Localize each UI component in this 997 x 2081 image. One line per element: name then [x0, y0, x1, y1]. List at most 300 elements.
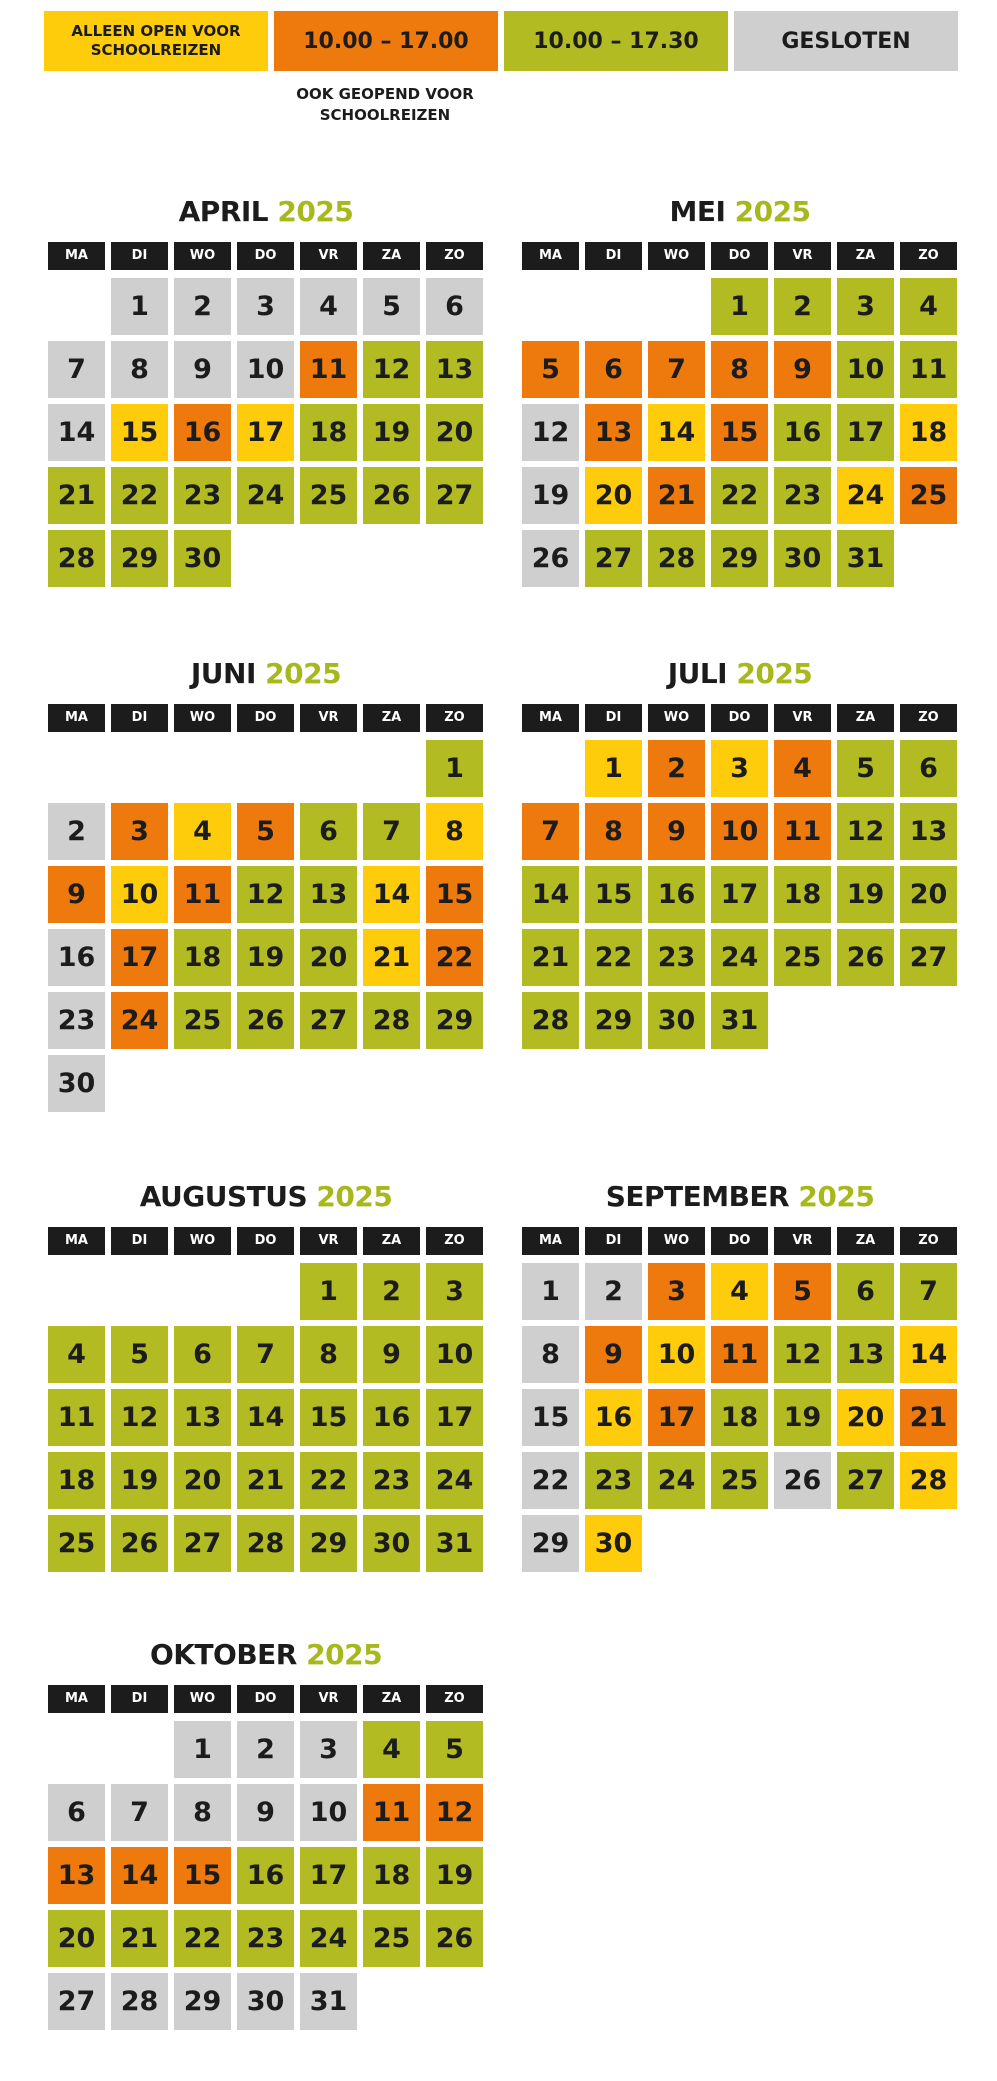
month-name: SEPTEMBER: [605, 1180, 799, 1213]
day-cell: 7: [900, 1263, 957, 1320]
weekday-zo: ZO: [426, 1227, 483, 1255]
month-year: 2025: [306, 1638, 383, 1671]
day-cell: 23: [363, 1452, 420, 1509]
day-cell: 24: [111, 992, 168, 1049]
day-cell: 20: [300, 929, 357, 986]
day-cell: 26: [774, 1452, 831, 1509]
day-cell: 21: [111, 1910, 168, 1967]
legend-school-trips-only: ALLEEN OPEN VOOR SCHOOLREIZEN: [44, 11, 268, 71]
weekday-do: DO: [237, 1227, 294, 1255]
day-cell: 8: [522, 1326, 579, 1383]
day-cell: 19: [363, 404, 420, 461]
day-cell: 19: [111, 1452, 168, 1509]
day-cell: 14: [111, 1847, 168, 1904]
day-cell: 18: [900, 404, 957, 461]
weekday-ma: MA: [48, 242, 105, 270]
month-augustus: [48, 1175, 484, 1559]
day-cell: 26: [363, 467, 420, 524]
day-cell: 26: [522, 530, 579, 587]
day-cell: 24: [426, 1452, 483, 1509]
day-cell: 15: [174, 1847, 231, 1904]
day-cell: 19: [837, 866, 894, 923]
day-cell: 20: [48, 1910, 105, 1967]
day-cell: 11: [900, 341, 957, 398]
month-juli: [522, 652, 958, 1036]
day-cell: 27: [426, 467, 483, 524]
day-cell: 1: [522, 1263, 579, 1320]
legend-closed: GESLOTEN: [734, 11, 958, 71]
day-cell: 12: [774, 1326, 831, 1383]
day-cell: 17: [237, 404, 294, 461]
day-cell: 14: [48, 404, 105, 461]
day-cell: 8: [711, 341, 768, 398]
day-cell: 24: [711, 929, 768, 986]
day-cell: 25: [774, 929, 831, 986]
day-cell: 21: [522, 929, 579, 986]
month-mei: [522, 190, 958, 574]
day-cell: 21: [48, 467, 105, 524]
day-cell: 12: [837, 803, 894, 860]
day-cell: 31: [837, 530, 894, 587]
day-cell: 22: [522, 1452, 579, 1509]
weekday-zo: ZO: [900, 1227, 957, 1255]
month-title: [48, 652, 484, 696]
day-cell: 22: [300, 1452, 357, 1509]
weekday-wo: WO: [174, 1685, 231, 1713]
day-cell: 30: [648, 992, 705, 1049]
day-cell: 12: [237, 866, 294, 923]
day-cell: 4: [48, 1326, 105, 1383]
day-cell: 4: [774, 740, 831, 797]
day-cell: 9: [363, 1326, 420, 1383]
day-cell: 17: [111, 929, 168, 986]
day-cell: 20: [585, 467, 642, 524]
day-cell: 27: [900, 929, 957, 986]
day-cell: 24: [837, 467, 894, 524]
weekday-di: DI: [585, 1227, 642, 1255]
day-cell: 7: [522, 803, 579, 860]
day-cell: 20: [900, 866, 957, 923]
day-cell: 25: [300, 467, 357, 524]
day-cell: 25: [48, 1515, 105, 1572]
day-cell: 29: [426, 992, 483, 1049]
day-cell: 4: [363, 1721, 420, 1778]
day-cell: 6: [837, 1263, 894, 1320]
day-cell: 17: [300, 1847, 357, 1904]
day-cell: 28: [237, 1515, 294, 1572]
day-cell: 10: [300, 1784, 357, 1841]
day-cell: 11: [174, 866, 231, 923]
day-cell: 15: [585, 866, 642, 923]
day-cell: 28: [111, 1973, 168, 2030]
day-cell: 10: [426, 1326, 483, 1383]
day-cell: 7: [648, 341, 705, 398]
weekday-ma: MA: [48, 704, 105, 732]
month-title: [522, 1175, 958, 1219]
day-cell: 30: [237, 1973, 294, 2030]
weekday-header: [522, 704, 958, 732]
weekday-vr: VR: [300, 1685, 357, 1713]
day-cell: 23: [648, 929, 705, 986]
day-cell: 13: [426, 341, 483, 398]
legend: [44, 11, 959, 71]
day-cell: 14: [900, 1326, 957, 1383]
day-cell: 19: [522, 467, 579, 524]
month-name: JULI: [667, 657, 737, 690]
day-cell: 29: [300, 1515, 357, 1572]
day-cell: 24: [237, 467, 294, 524]
day-cell: 8: [426, 803, 483, 860]
weekday-za: ZA: [363, 704, 420, 732]
day-cell: 8: [585, 803, 642, 860]
weekday-vr: VR: [774, 1227, 831, 1255]
weekday-za: ZA: [837, 242, 894, 270]
weekday-do: DO: [237, 1685, 294, 1713]
day-cell: 2: [585, 1263, 642, 1320]
day-cell: 31: [426, 1515, 483, 1572]
day-cell: 30: [774, 530, 831, 587]
month-april: [48, 190, 484, 574]
day-cell: 8: [174, 1784, 231, 1841]
day-cell: 27: [48, 1973, 105, 2030]
legend-note: OOK GEOPEND VOOR SCHOOLREIZEN: [296, 85, 474, 124]
day-cell: 13: [48, 1847, 105, 1904]
day-cell: 8: [111, 341, 168, 398]
weekday-ma: MA: [522, 242, 579, 270]
day-cell: 27: [837, 1452, 894, 1509]
weekday-header: [48, 704, 484, 732]
day-cell: 12: [363, 341, 420, 398]
day-cell: 10: [111, 866, 168, 923]
day-cell: 3: [237, 278, 294, 335]
day-cell: 29: [111, 530, 168, 587]
day-cell: 29: [174, 1973, 231, 2030]
weekday-header: [48, 1227, 484, 1255]
day-cell: 15: [300, 1389, 357, 1446]
weekday-zo: ZO: [900, 242, 957, 270]
day-cell: 5: [237, 803, 294, 860]
day-cell: 2: [774, 278, 831, 335]
day-cell: 24: [300, 1910, 357, 1967]
day-cell: 1: [585, 740, 642, 797]
day-cell: 3: [711, 740, 768, 797]
day-cell: 28: [363, 992, 420, 1049]
month-name: MEI: [669, 195, 735, 228]
weekday-do: DO: [237, 242, 294, 270]
weekday-zo: ZO: [426, 704, 483, 732]
day-cell: 2: [48, 803, 105, 860]
day-cell: 11: [300, 341, 357, 398]
weekday-vr: VR: [300, 704, 357, 732]
day-cell: 18: [174, 929, 231, 986]
day-cell: 23: [585, 1452, 642, 1509]
day-cell: 11: [48, 1389, 105, 1446]
weekday-di: DI: [111, 704, 168, 732]
day-cell: 26: [237, 992, 294, 1049]
day-cell: 22: [174, 1910, 231, 1967]
weekday-zo: ZO: [900, 704, 957, 732]
weekday-zo: ZO: [426, 242, 483, 270]
day-cell: 2: [363, 1263, 420, 1320]
day-cell: 23: [237, 1910, 294, 1967]
day-cell: 23: [774, 467, 831, 524]
day-cell: 31: [711, 992, 768, 1049]
day-cell: 22: [711, 467, 768, 524]
day-cell: 22: [585, 929, 642, 986]
day-cell: 1: [300, 1263, 357, 1320]
day-cell: 9: [237, 1784, 294, 1841]
weekday-di: DI: [585, 704, 642, 732]
day-cell: 10: [837, 341, 894, 398]
day-cell: 31: [300, 1973, 357, 2030]
weekday-di: DI: [585, 242, 642, 270]
day-cell: 4: [174, 803, 231, 860]
day-cell: 28: [648, 530, 705, 587]
day-cell: 18: [774, 866, 831, 923]
day-cell: 5: [111, 1326, 168, 1383]
month-title: [522, 652, 958, 696]
day-cell: 17: [837, 404, 894, 461]
day-cell: 3: [837, 278, 894, 335]
day-cell: 14: [648, 404, 705, 461]
day-cell: 14: [237, 1389, 294, 1446]
day-cell: 6: [585, 341, 642, 398]
day-cell: 15: [111, 404, 168, 461]
month-year: 2025: [798, 1180, 875, 1213]
day-cell: 9: [585, 1326, 642, 1383]
day-cell: 30: [585, 1515, 642, 1572]
day-cell: 5: [363, 278, 420, 335]
day-cell: 18: [300, 404, 357, 461]
day-cell: 15: [426, 866, 483, 923]
day-cell: 16: [174, 404, 231, 461]
day-cell: 9: [174, 341, 231, 398]
month-title: [48, 190, 484, 234]
day-cell: 22: [111, 467, 168, 524]
day-cell: 30: [174, 530, 231, 587]
day-cell: 1: [711, 278, 768, 335]
day-cell: 17: [648, 1389, 705, 1446]
month-title: [522, 190, 958, 234]
weekday-ma: MA: [48, 1685, 105, 1713]
day-cell: 23: [48, 992, 105, 1049]
day-cell: 18: [48, 1452, 105, 1509]
day-cell: 9: [48, 866, 105, 923]
day-cell: 12: [426, 1784, 483, 1841]
day-cell: 8: [300, 1326, 357, 1383]
day-cell: 7: [237, 1326, 294, 1383]
day-cell: 9: [774, 341, 831, 398]
day-cell: 17: [711, 866, 768, 923]
day-cell: 22: [426, 929, 483, 986]
month-year: 2025: [736, 657, 813, 690]
day-cell: 25: [900, 467, 957, 524]
day-cell: 1: [426, 740, 483, 797]
day-cell: 20: [174, 1452, 231, 1509]
weekday-header: [48, 1685, 484, 1713]
weekday-header: [522, 1227, 958, 1255]
day-cell: 6: [174, 1326, 231, 1383]
day-cell: 10: [237, 341, 294, 398]
day-cell: 10: [648, 1326, 705, 1383]
month-oktober: [48, 1633, 484, 2017]
day-cell: 27: [585, 530, 642, 587]
day-cell: 29: [711, 530, 768, 587]
weekday-wo: WO: [648, 242, 705, 270]
weekday-do: DO: [711, 1227, 768, 1255]
weekday-do: DO: [711, 704, 768, 732]
month-year: 2025: [265, 657, 342, 690]
day-cell: 19: [426, 1847, 483, 1904]
day-cell: 7: [111, 1784, 168, 1841]
day-cell: 4: [711, 1263, 768, 1320]
day-cell: 23: [174, 467, 231, 524]
day-cell: 29: [585, 992, 642, 1049]
weekday-wo: WO: [648, 704, 705, 732]
weekday-za: ZA: [837, 1227, 894, 1255]
day-cell: 16: [585, 1389, 642, 1446]
weekday-wo: WO: [648, 1227, 705, 1255]
day-cell: 13: [300, 866, 357, 923]
day-cell: 2: [237, 1721, 294, 1778]
month-title: [48, 1633, 484, 1677]
day-cell: 27: [300, 992, 357, 1049]
day-cell: 10: [711, 803, 768, 860]
day-cell: 3: [300, 1721, 357, 1778]
month-name: JUNI: [190, 657, 266, 690]
day-cell: 12: [522, 404, 579, 461]
weekday-vr: VR: [774, 704, 831, 732]
day-cell: 19: [237, 929, 294, 986]
day-cell: 4: [300, 278, 357, 335]
day-cell: 20: [837, 1389, 894, 1446]
day-cell: 14: [522, 866, 579, 923]
day-cell: 26: [426, 1910, 483, 1967]
day-cell: 24: [648, 1452, 705, 1509]
month-name: APRIL: [178, 195, 278, 228]
day-cell: 26: [111, 1515, 168, 1572]
day-cell: 13: [900, 803, 957, 860]
day-cell: 16: [48, 929, 105, 986]
weekday-vr: VR: [300, 1227, 357, 1255]
day-cell: 16: [363, 1389, 420, 1446]
day-cell: 21: [237, 1452, 294, 1509]
weekday-vr: VR: [774, 242, 831, 270]
day-cell: 21: [363, 929, 420, 986]
day-cell: 28: [48, 530, 105, 587]
weekday-ma: MA: [522, 1227, 579, 1255]
day-cell: 11: [711, 1326, 768, 1383]
month-year: 2025: [316, 1180, 393, 1213]
weekday-do: DO: [711, 242, 768, 270]
weekday-za: ZA: [363, 242, 420, 270]
day-cell: 6: [300, 803, 357, 860]
weekday-za: ZA: [363, 1227, 420, 1255]
day-cell: 16: [648, 866, 705, 923]
day-cell: 6: [426, 278, 483, 335]
day-cell: 13: [174, 1389, 231, 1446]
day-cell: 28: [522, 992, 579, 1049]
weekday-di: DI: [111, 1685, 168, 1713]
day-cell: 5: [426, 1721, 483, 1778]
day-cell: 25: [174, 992, 231, 1049]
month-name: OKTOBER: [149, 1638, 307, 1671]
day-cell: 12: [111, 1389, 168, 1446]
day-cell: 6: [48, 1784, 105, 1841]
day-cell: 4: [900, 278, 957, 335]
day-cell: 30: [48, 1055, 105, 1112]
day-cell: 3: [426, 1263, 483, 1320]
month-juni: [48, 652, 484, 1099]
weekday-wo: WO: [174, 704, 231, 732]
day-cell: 9: [648, 803, 705, 860]
legend-hours-until-1730: 10.00 – 17.30: [504, 11, 728, 71]
day-cell: 29: [522, 1515, 579, 1572]
weekday-wo: WO: [174, 1227, 231, 1255]
day-cell: 1: [174, 1721, 231, 1778]
weekday-za: ZA: [363, 1685, 420, 1713]
day-cell: 14: [363, 866, 420, 923]
weekday-header: [522, 242, 958, 270]
weekday-di: DI: [111, 1227, 168, 1255]
day-cell: 21: [900, 1389, 957, 1446]
weekday-zo: ZO: [426, 1685, 483, 1713]
weekday-do: DO: [237, 704, 294, 732]
month-september: [522, 1175, 958, 1559]
month-year: 2025: [734, 195, 811, 228]
day-cell: 21: [648, 467, 705, 524]
weekday-vr: VR: [300, 242, 357, 270]
day-cell: 6: [900, 740, 957, 797]
day-cell: 7: [363, 803, 420, 860]
day-cell: 15: [711, 404, 768, 461]
weekday-za: ZA: [837, 704, 894, 732]
weekday-ma: MA: [48, 1227, 105, 1255]
month-name: AUGUSTUS: [139, 1180, 317, 1213]
day-cell: 11: [774, 803, 831, 860]
day-cell: 28: [900, 1452, 957, 1509]
day-cell: 25: [711, 1452, 768, 1509]
legend-hours-until-1700: 10.00 – 17.00: [274, 11, 498, 71]
day-cell: 2: [648, 740, 705, 797]
day-cell: 7: [48, 341, 105, 398]
day-cell: 25: [363, 1910, 420, 1967]
day-cell: 30: [363, 1515, 420, 1572]
day-cell: 13: [585, 404, 642, 461]
day-cell: 16: [237, 1847, 294, 1904]
month-title: [48, 1175, 484, 1219]
month-year: 2025: [277, 195, 354, 228]
day-cell: 17: [426, 1389, 483, 1446]
weekday-di: DI: [111, 242, 168, 270]
day-cell: 5: [837, 740, 894, 797]
weekday-ma: MA: [522, 704, 579, 732]
day-cell: 3: [111, 803, 168, 860]
weekday-wo: WO: [174, 242, 231, 270]
day-cell: 18: [363, 1847, 420, 1904]
day-cell: 2: [174, 278, 231, 335]
day-cell: 11: [363, 1784, 420, 1841]
day-cell: 1: [111, 278, 168, 335]
weekday-header: [48, 242, 484, 270]
day-cell: 3: [648, 1263, 705, 1320]
day-cell: 5: [522, 341, 579, 398]
day-cell: 20: [426, 404, 483, 461]
day-cell: 5: [774, 1263, 831, 1320]
day-cell: 19: [774, 1389, 831, 1446]
day-cell: 27: [174, 1515, 231, 1572]
day-cell: 16: [774, 404, 831, 461]
